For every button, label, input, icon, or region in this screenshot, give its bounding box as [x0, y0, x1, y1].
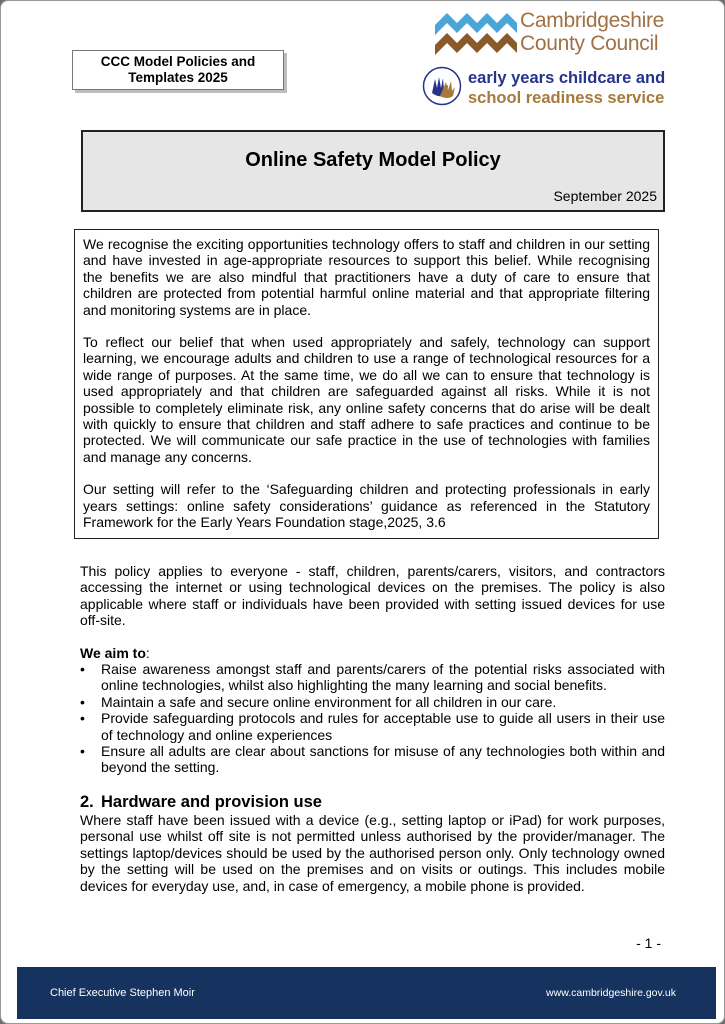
list-item: • Maintain a safe and secure online environment for all children in our care. — [80, 694, 665, 710]
policy-body — [80, 563, 665, 894]
title-box — [81, 130, 665, 212]
intro-paragraph-2: To reflect our belief that when used appropriately and safely, technology can support learning, we encourage adults and children to use a range of technological resources for a wide range of purposes. At the same time, we do all we can to ensure that technology is used appropriately and that children are safeguarded against all risks. While it is not possible to completely eliminate risk, any online safety concerns that do arise will be dealt with quickly to ensure that children and staff adhere to safe practices and continue to be protected. We will communicate our safe practice in the use of technologies with families and manage any concerns. — [83, 334, 650, 465]
footer-chief-executive: Chief Executive Stephen Moir — [50, 987, 195, 999]
footer-website-link[interactable]: www.cambridgeshire.gov.uk — [546, 987, 676, 999]
aims-heading-colon: : — [145, 644, 150, 661]
intro-paragraph-1: We recognise the exciting opportunities technology offers to staff and children in our setting and have invested in age-appropriate resources to support this belief. While recognising the benefits we are also mindful that practitioners have a duty of care to ensure that children are protected from potential harmful online material and that appropriate filtering and monitoring systems are in place. — [83, 236, 650, 318]
list-item: • Raise awareness amongst staff and parents/carers of the potential risks associated with online technologies, whilst also highlighting the many learning and social benefits. — [80, 661, 665, 694]
service-name-line-1: early years childcare and — [468, 69, 666, 87]
council-name-line-2: County Council — [520, 32, 659, 55]
wave-mountain-logo-icon — [435, 11, 517, 55]
list-item: • Provide safeguarding protocols and rules for acceptable use to guide all users in their use of technology and online experiences — [80, 710, 665, 743]
section-number: 2. — [80, 792, 94, 811]
policy-series-line-2: Templates 2025 — [128, 70, 228, 85]
aims-heading — [80, 645, 665, 661]
document-title: Online Safety Model Policy — [245, 149, 501, 171]
section-paragraph: Where staff have been issued with a device (e.g., setting laptop or iPad) for work purposes, personal use whilst off site is not permitted unless authorised by the provider/manager. The settings laptop/devices should be used by the authorised person only. Only technology owned by the setting will be used on the premises and on visits or outings. This includes mobile devices for everyday use, and, in case of emergency, a mobile phone is provided. — [80, 811, 665, 894]
document-date: September 2025 — [553, 188, 657, 204]
service-name-line-2: school readiness service — [468, 89, 665, 107]
scope-paragraph: This policy applies to everyone - staff, children, parents/carers, visitors, and contractors accessing the internet or using technological devices on the premises. The policy is also applicable where staff or individuals have been provided with setting issued devices for use off-site. — [80, 563, 665, 629]
section-heading — [80, 793, 665, 812]
service-logo — [422, 65, 672, 111]
intro-statement-box — [74, 229, 659, 539]
aims-list — [80, 661, 665, 776]
council-name-line-1: Cambridgeshire — [520, 9, 665, 32]
list-item: • Ensure all adults are clear about sanctions for misuse of any technologies both within and beyond the setting. — [80, 743, 665, 776]
policy-series-label — [72, 50, 284, 90]
section-title: Hardware and provision use — [101, 792, 322, 811]
page-number: - 1 - — [636, 935, 661, 951]
child-hands-circle-logo-icon — [422, 66, 462, 106]
council-logo — [435, 9, 665, 59]
intro-paragraph-3: Our setting will refer to the ‘Safeguarding children and protecting professionals in early years settings: online safety considerations’ guidance as referenced in the Statutory Framework for the Early Years Foundation stage,2025, 3.6 — [83, 481, 650, 531]
policy-series-line-1: CCC Model Policies and — [100, 54, 256, 69]
aims-heading-text: We aim to — [80, 644, 146, 661]
footer-bar — [17, 967, 716, 1019]
